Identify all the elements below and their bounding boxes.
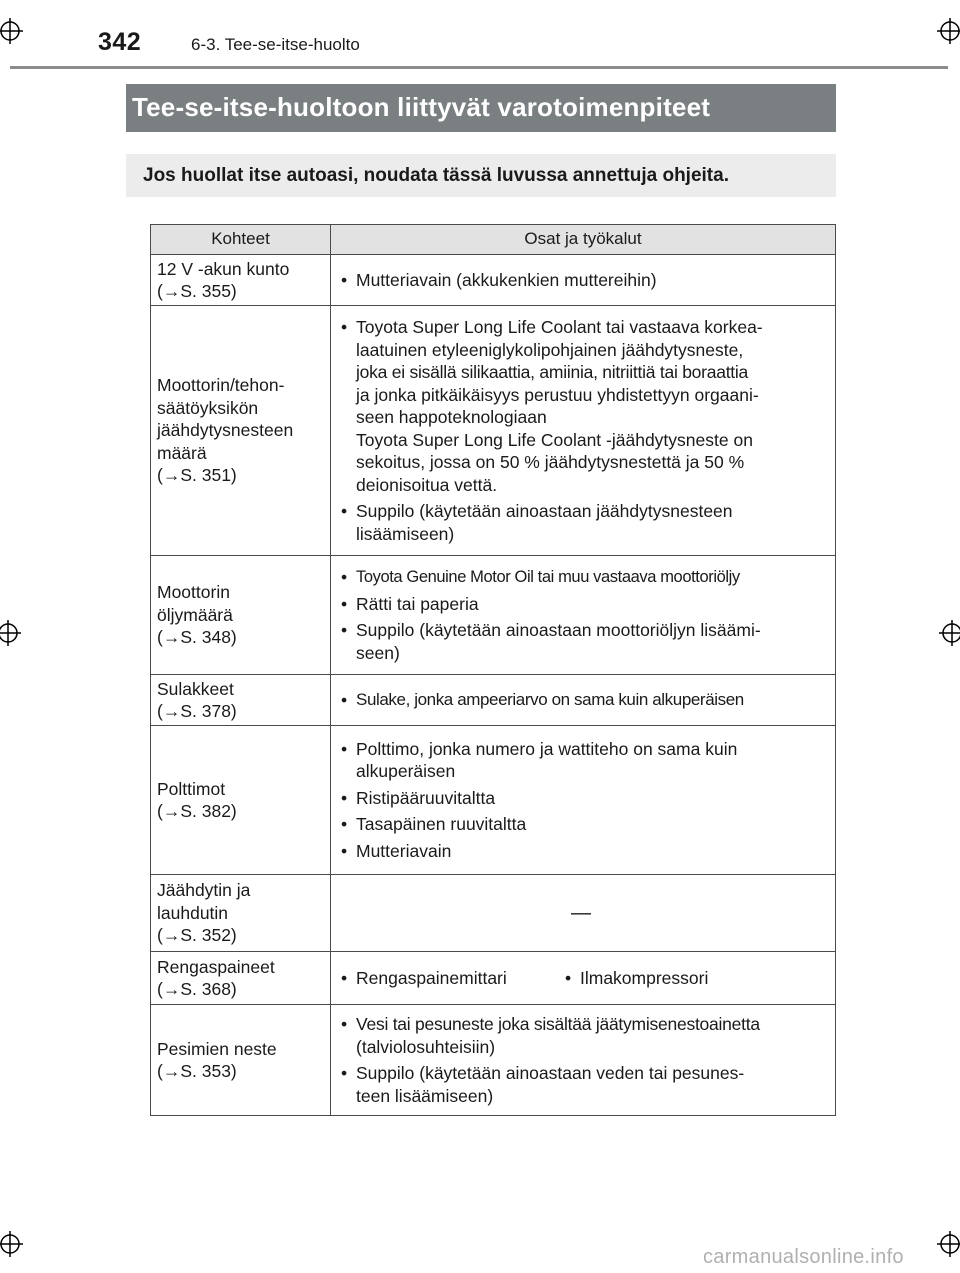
row-category: Moottorin/tehon- säätöyksikön jäähdytysnesteen määrä (→S. 351) — [151, 306, 331, 556]
list-item: • Rengaspainemittari — [341, 967, 507, 988]
list-item: • Sulake, jonka ampeeriarvo on sama kuin alkuperäisen — [341, 689, 744, 710]
list-item: • Suppilo (käytetään ainoastaan moottoriöljyn lisäämi- seen) — [341, 620, 761, 663]
list-item: • Ilmakompressori — [565, 967, 709, 988]
row-category: Polttimot (→S. 382) — [151, 726, 331, 875]
list-item: • Rätti tai paperia — [341, 593, 479, 614]
row-category: Rengaspaineet (→S. 368) — [151, 952, 331, 1005]
tools-table — [150, 224, 836, 1116]
list-item: • Toyota Genuine Motor Oil tai muu vastaava moottoriöljy — [341, 567, 740, 587]
page-title: Tee-se-itse-huoltoon liittyvät varotoimenpiteet — [126, 84, 836, 132]
row-category: Sulakkeet (→S. 378) — [151, 675, 331, 726]
list-item: • Toyota Super Long Life Coolant tai vastaava korkea- laatuinen etyleeniglykolipohjainen jäähdytysneste, joka ei sisällä silikaattia, amiinia, nitriittiä tai boraattia ja jonka pitkäikäisyys perustuu yhdistettyyn orgaani- seen happoteknologiaan Toyota Super Long Life Coolant -jäähdytysneste on sekoitus, jossa on 50 % jäähdytysnestettä ja 50 % deionisoitua vettä. — [341, 317, 763, 495]
row-category: Pesimien neste (→S. 353) — [151, 1005, 331, 1116]
column-header-osat: Osat ja työkalut — [331, 225, 836, 255]
intro-text: Jos huollat itse autoasi, noudata tässä luvussa annettuja ohjeita. — [126, 154, 836, 197]
table-row — [151, 675, 836, 726]
table-row — [151, 255, 836, 306]
header-divider — [10, 66, 948, 69]
list-item: • Suppilo (käytetään ainoastaan jäähdytysnesteen lisäämiseen) — [341, 501, 733, 544]
row-parts — [331, 1005, 836, 1116]
registration-mark-mid-left — [0, 620, 21, 646]
list-item: • Tasapäinen ruuvitaltta — [341, 814, 527, 835]
registration-mark-bottom-left — [0, 1231, 23, 1257]
row-parts — [331, 556, 836, 675]
list-item: • Polttimo, jonka numero ja wattiteho on sama kuin alkuperäisen — [341, 738, 738, 782]
list-item: • Mutteriavain (akkukenkien muttereihin) — [341, 269, 657, 290]
table-row — [151, 875, 836, 952]
table-row — [151, 306, 836, 556]
row-category: Moottorin öljymäärä (→S. 348) — [151, 556, 331, 675]
registration-mark-top-left — [0, 18, 23, 44]
table-row — [151, 726, 836, 875]
registration-mark-bottom-right — [937, 1231, 960, 1257]
list-item: • Ristipääruuvitaltta — [341, 787, 496, 808]
table-row — [151, 1005, 836, 1116]
list-item: • Mutteriavain — [341, 840, 452, 861]
column-header-kohteet: Kohteet — [151, 225, 331, 255]
table-row — [151, 952, 836, 1005]
row-parts — [331, 726, 836, 875]
row-parts — [331, 255, 836, 306]
registration-mark-top-right — [937, 18, 960, 44]
section-title: 6-3. Tee-se-itse-huolto — [191, 35, 360, 54]
registration-mark-mid-right — [939, 620, 960, 646]
table-header-row — [151, 225, 836, 255]
row-category: Jäähdytin ja lauhdutin (→S. 352) — [151, 875, 331, 952]
row-parts — [331, 952, 836, 1005]
list-item: • Suppilo (käytetään ainoastaan veden tai pesunes- teen lisäämiseen) — [341, 1063, 745, 1106]
row-parts-empty: — — [331, 875, 836, 952]
row-category: 12 V -akun kunto (→S. 355) — [151, 255, 331, 306]
page-number: 342 — [98, 28, 142, 56]
table-row — [151, 556, 836, 675]
row-parts — [331, 675, 836, 726]
footer-watermark: carmanualsonline.info — [703, 1246, 904, 1268]
list-item: • Vesi tai pesuneste joka sisältää jäätymisenestoainetta (talviolosuhteisiin) — [341, 1014, 760, 1057]
row-parts — [331, 306, 836, 556]
